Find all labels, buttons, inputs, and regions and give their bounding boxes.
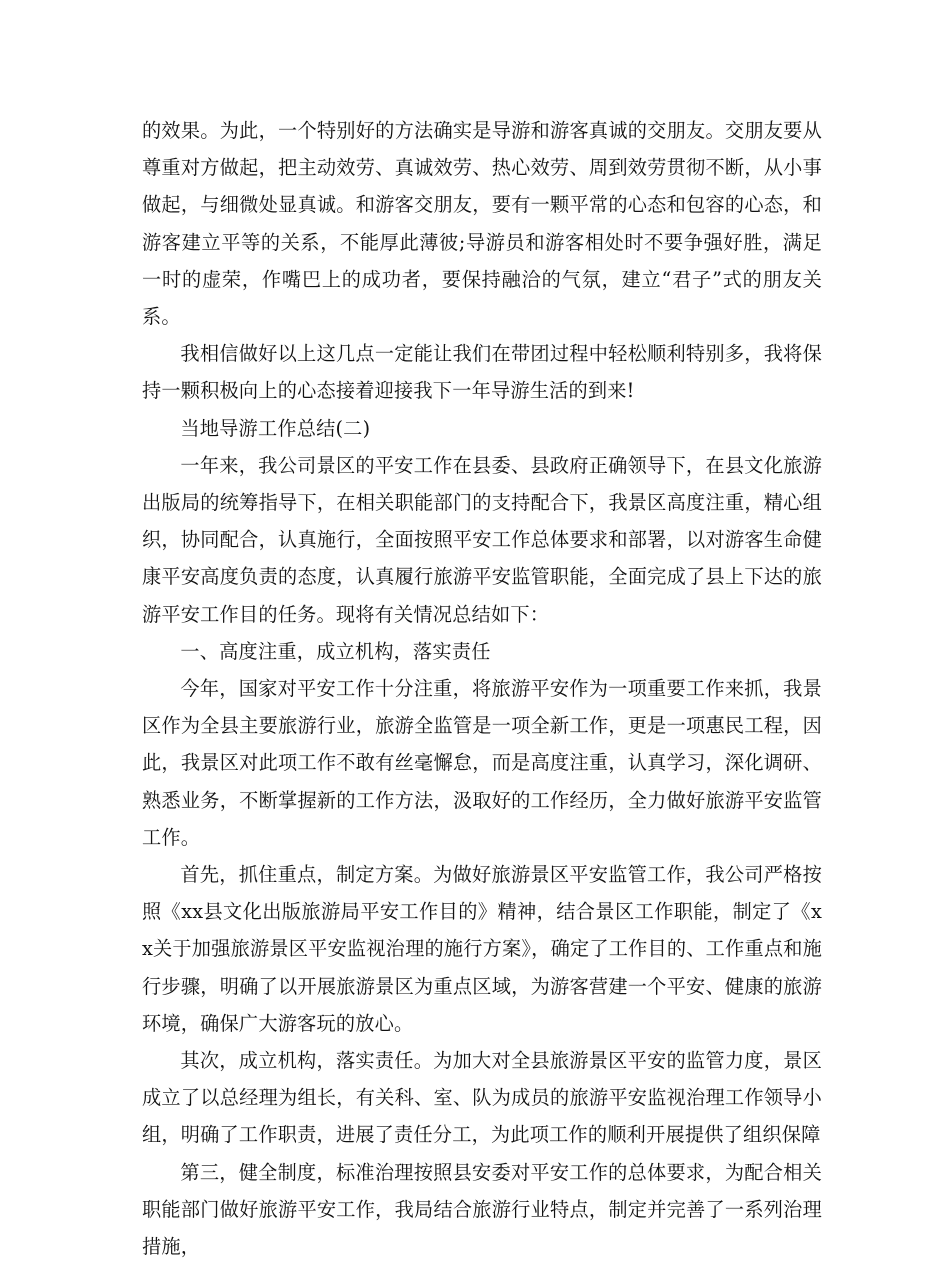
paragraph-4: 今年，国家对平安工作十分注重，将旅游平安作为一项重要工作来抓，我景区作为全县主要旅游行业，旅游全监管是一项全新工作，更是一项惠民工程，因此，我景区对此项工作不敢有丝毫懈怠，而是高度注重，认真学习，深化调研、熟悉业务，不断掌握新的工作方法，汲取好的工作经历，全力做好旅游平安监管工作。 [142,677,822,849]
paragraph-5: 首先，抓住重点，制定方案。为做好旅游景区平安监管工作，我公司严格按照《xx县文化出版旅游局平安工作目的》精神，结合景区工作职能，制定了《xx关于加强旅游景区平安监视治理的施行方案》，确定了工作目的、工作重点和施行步骤，明确了以开展旅游景区为重点区域，为游客营建一个平安、健康的旅游环境，确保广大游客玩的放心。 [142,863,822,1035]
paragraph-6: 其次，成立机构，落实责任。为加大对全县旅游景区平安的监管力度，景区成立了以总经理为组长，有关科、室、队为成员的旅游平安监视治理工作领导小组，明确了工作职责，进展了责任分工，为此项工作的顺利开展提供了组织保障 [142,1049,822,1147]
subsection-heading-1: 一、高度注重，成立机构，落实责任 [180,639,491,663]
paragraph-2: 我相信做好以上这几点一定能让我们在带团过程中轻松顺利特别多，我将保持一颗积极向上的心态接着迎接我下一年导游生活的到来! [142,342,822,403]
paragraph-1: 的效果。为此，一个特别好的方法确实是导游和游客真诚的交朋友。交朋友要从尊重对方做起，把主动效劳、真诚效劳、热心效劳、周到效劳贯彻不断，从小事做起，与细微处显真诚。和游客交朋友，要有一颗平常的心态和包容的心态，和游客建立平等的关系，不能厚此薄彼;导游员和游客相处时不要争强好胜，满足一时的虚荣，作嘴巴上的成功者，要保持融洽的气氛，建立“君子”式的朋友关系。 [142,119,822,329]
paragraph-3: 一年来，我公司景区的平安工作在县委、县政府正确领导下，在县文化旅游出版局的统筹指导下，在相关职能部门的支持配合下，我景区高度注重，精心组织，协同配合，认真施行，全面按照平安工作总体要求和部署，以对游客生命健康平安高度负责的态度，认真履行旅游平安监管职能，全面完成了县上下达的旅游平安工作目的任务。现将有关情况总结如下： [142,453,822,626]
section-title: 当地导游工作总结(二) [180,416,371,440]
paragraph-7: 第三，健全制度，标准治理按照县安委对平安工作的总体要求，为配合相关职能部门做好旅游平安工作，我局结合旅游行业特点，制定并完善了一系列治理措施， [142,1160,822,1259]
